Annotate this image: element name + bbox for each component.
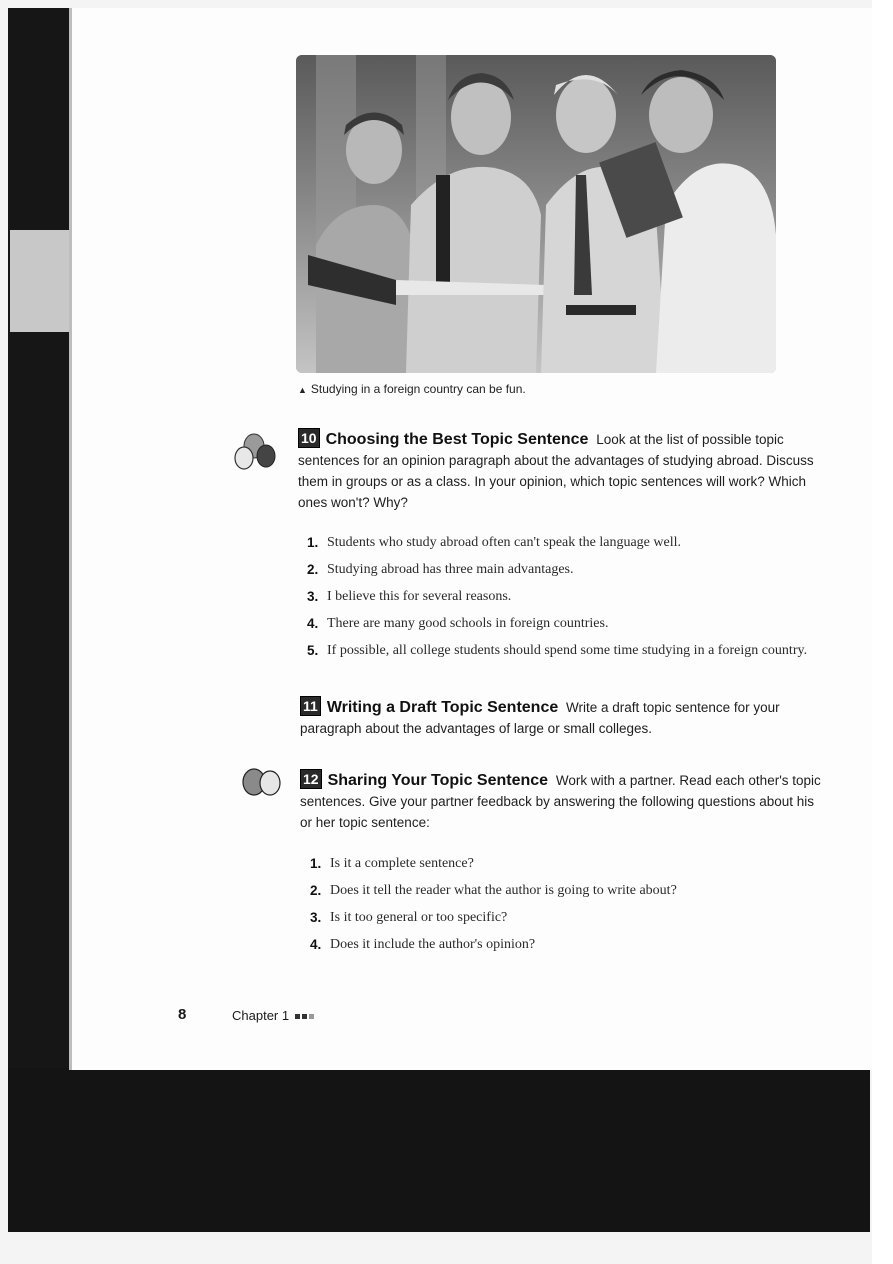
activity-12-list — [310, 854, 830, 962]
item-text: If possible, all college students should spend some time studying in a foreign country. — [327, 643, 808, 658]
caption-text: Studying in a foreign country can be fun. — [310, 382, 526, 396]
scan-border-left — [8, 8, 72, 1232]
list-item — [307, 614, 827, 634]
students-photo — [296, 55, 776, 373]
activity-number: 11 — [300, 696, 321, 716]
item-number: 2. — [307, 562, 319, 577]
scan-tape-mark — [10, 230, 70, 332]
activity-title: Sharing Your Topic Sentence — [327, 772, 549, 789]
item-number: 5. — [307, 643, 319, 658]
item-number: 4. — [310, 937, 322, 952]
item-text: Students who study abroad often can't speak the language well. — [327, 535, 681, 550]
item-text: Does it include the author's opinion? — [330, 937, 536, 952]
photo-caption — [298, 382, 526, 396]
activity-11 — [300, 696, 825, 739]
caption-triangle: ▲ — [298, 385, 307, 395]
item-number: 1. — [310, 856, 322, 871]
activity-title: Writing a Draft Topic Sentence — [326, 699, 559, 716]
scan-margin-right — [872, 0, 893, 1264]
activity-instructions: Look at the list of possible topic sentences for an opinion paragraph about the advantages of studying abroad. Discuss them in groups or as a class. In your opinion, which topic sentences will work? Which ones won't? Why? — [298, 432, 814, 510]
list-item — [310, 881, 830, 901]
item-number: 4. — [307, 616, 319, 631]
page-number: 8 — [178, 1006, 187, 1023]
list-item — [307, 587, 827, 607]
list-item — [310, 854, 830, 874]
item-text: There are many good schools in foreign countries. — [327, 616, 609, 631]
list-item — [310, 908, 830, 928]
activity-number: 10 — [298, 428, 320, 448]
list-item — [307, 533, 827, 553]
chapter-marker-icon — [295, 1014, 300, 1019]
item-text: Does it tell the reader what the author is going to write about? — [330, 883, 677, 898]
item-number: 1. — [307, 535, 319, 550]
group-heads-icon — [232, 430, 278, 479]
activity-instructions: Work with a partner. Read each other's topic sentences. Give your partner feedback by answering the following questions about his or her topic sentence: — [300, 773, 821, 830]
list-item — [310, 935, 830, 955]
chapter-marker-icon — [302, 1014, 307, 1019]
item-text: Is it too general or too specific? — [330, 910, 508, 925]
activity-number: 12 — [300, 769, 322, 789]
item-text: Studying abroad has three main advantages. — [327, 562, 574, 577]
activity-10 — [298, 428, 823, 513]
list-item — [307, 641, 827, 661]
chapter-marker-icon — [309, 1014, 314, 1019]
item-text: I believe this for several reasons. — [327, 589, 512, 604]
item-text: Is it a complete sentence? — [330, 856, 474, 871]
activity-10-list — [307, 533, 827, 668]
chapter-label — [232, 1008, 314, 1023]
item-number: 3. — [310, 910, 322, 925]
pair-heads-icon — [240, 766, 284, 805]
scan-border-bottom — [8, 1068, 870, 1232]
item-number: 2. — [310, 883, 322, 898]
activity-title: Choosing the Best Topic Sentence — [325, 431, 589, 448]
item-number: 3. — [307, 589, 319, 604]
list-item — [307, 560, 827, 580]
chapter-text: Chapter 1 — [232, 1008, 290, 1023]
activity-12 — [300, 769, 828, 833]
activity-instructions: Write a draft topic sentence for your paragraph about the advantages of large or small colleges. — [300, 700, 780, 736]
